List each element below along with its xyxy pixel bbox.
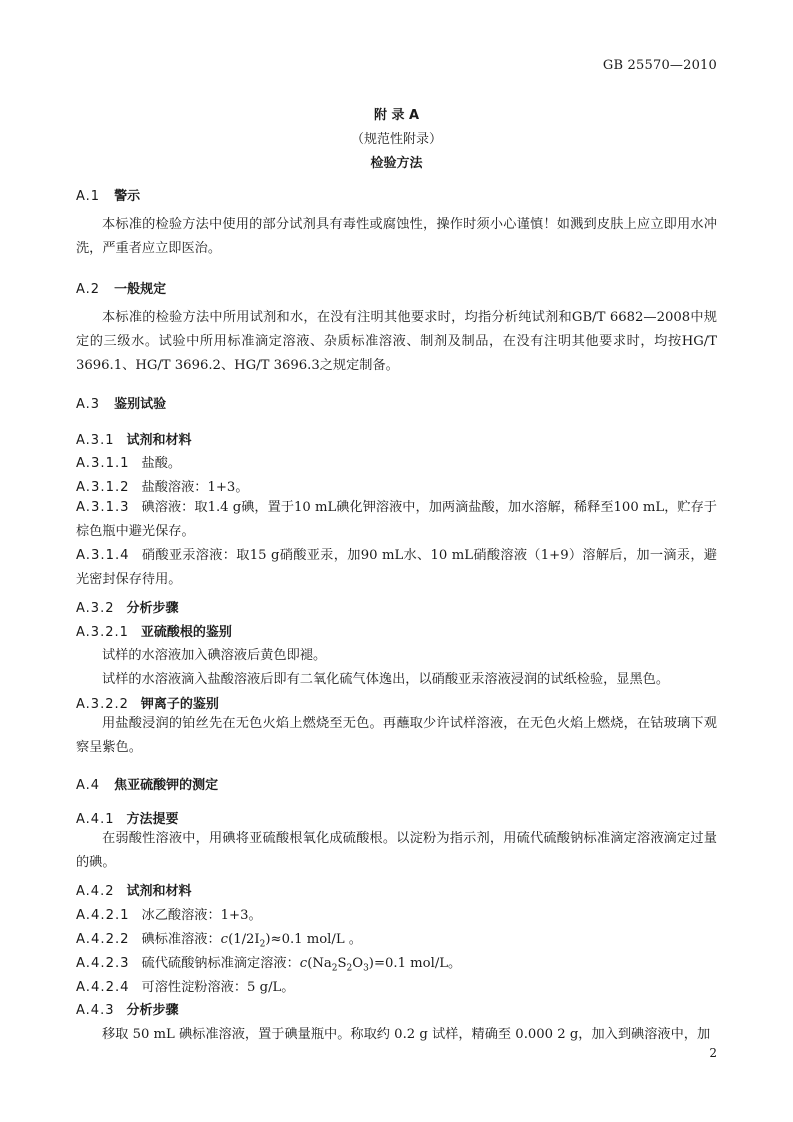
clause-text: 碘标准溶液： [141, 932, 221, 947]
clause-number: A.3.1.2 [76, 480, 130, 495]
clause-number: A.3.1.4 [76, 548, 130, 563]
section-heading-a3 [76, 393, 166, 412]
formula-part: )=0.1 mol/L。 [368, 956, 462, 971]
section-number: A.3.2 [76, 601, 115, 616]
clause-number: A.3.1.1 [76, 456, 130, 471]
clause-text: 可溶性淀粉溶液：5 g/L。 [141, 980, 295, 995]
section-number: A.4 [76, 778, 101, 793]
formula-part: )≈0.1 mol/L 。 [265, 932, 362, 947]
section-number: A.3 [76, 397, 101, 412]
clause-a4-2-2 [76, 928, 717, 950]
formula-subscript: 3 [363, 963, 369, 974]
formula-part: (Na [307, 956, 332, 971]
section-heading-a4-3 [76, 999, 179, 1018]
clause-number: A.4.2.1 [76, 908, 130, 923]
paragraph-a4-3: 移取 50 mL 碘标准溶液，置于碘量瓶中。称取约 0.2 g 试样，精确至 0.000 2 g，加入到碘溶液中，加 [102, 1027, 711, 1042]
section-number: A.4.3 [76, 1003, 115, 1018]
section-heading-a4-2 [76, 880, 192, 899]
clause-number: A.4.2.3 [76, 956, 130, 971]
section-number: A.3.2.1 [76, 625, 129, 640]
section-title: 试剂和材料 [126, 433, 192, 448]
paragraph-a2: 本标准的检验方法中所用试剂和水，在没有注明其他要求时，均指分析纯试剂和GB/T 6682—2008中规定的三级水。试验中所用标准滴定溶液、杂质标准溶液、制剂及制品，在没有注明其他要求时，均按HG/T 3696.1、HG/T 3696.2、HG/T 3696.3之规定制备。 [76, 310, 717, 373]
clause-number: A.4.2.4 [76, 980, 130, 995]
section-number: A.3.1 [76, 433, 115, 448]
clause-a4-2-3 [76, 952, 717, 974]
clause-a3-1-2 [76, 476, 717, 495]
annex-label: 附 录 A [373, 108, 420, 123]
clause-number: A.3.1.3 [76, 500, 130, 515]
section-heading-a4 [76, 774, 218, 793]
section-heading-a3-2-2 [76, 693, 219, 712]
formula-symbol: c [299, 956, 308, 971]
clause-text: 盐酸。 [141, 456, 182, 471]
clause-text: 碘溶液：取1.4 g碘，置于10 mL碘化钾溶液中，加两滴盐酸，加水溶解，稀释至100 mL，贮存于棕色瓶中避光保存。 [76, 500, 717, 539]
section-heading-a2 [76, 278, 166, 297]
paragraph-a1: 本标准的检验方法中使用的部分试剂具有毒性或腐蚀性，操作时须小心谨慎！如溅到皮肤上应立即用水冲洗，严重者应立即医治。 [76, 217, 717, 256]
section-number: A.1 [76, 189, 101, 204]
clause-a4-2-4 [76, 976, 717, 995]
clause-a3-1-3 [76, 496, 717, 544]
clause-text: 硫代硫酸钠标准滴定溶液： [141, 956, 300, 971]
clause-text: 盐酸溶液：1+3。 [141, 480, 249, 495]
page-number: 2 [709, 1046, 717, 1060]
section-number: A.3.2.2 [76, 697, 129, 712]
paragraph-a3-2-1-line1: 试样的水溶液加入碘溶液后黄色即褪。 [102, 648, 327, 663]
section-heading-a3-2-1 [76, 621, 232, 640]
formula-part: O [352, 956, 364, 971]
section-title: 焦亚硫酸钾的测定 [114, 778, 219, 793]
clause-a4-2-1 [76, 904, 717, 923]
formula-part: S [337, 956, 347, 971]
formula-subscript: 2 [259, 939, 266, 950]
formula-part: (1/2I [228, 932, 260, 947]
formula-subscript: 2 [331, 963, 338, 974]
annex-title: 检验方法 [370, 156, 423, 171]
section-title: 鉴别试验 [114, 397, 167, 412]
section-title: 分析步骤 [126, 601, 179, 616]
section-heading-a3-2 [76, 597, 179, 616]
section-title: 钾离子的鉴别 [140, 697, 219, 712]
paragraph-a4-1: 在弱酸性溶液中，用碘将亚硫酸根氧化成硫酸根。以淀粉为指示剂，用硫代硫酸钠标准滴定溶液滴定过量的碘。 [76, 831, 717, 870]
section-heading-a1 [76, 185, 140, 204]
standard-number: GB 25570—2010 [602, 58, 717, 73]
section-number: A.2 [76, 282, 101, 297]
section-heading-a3-1 [76, 429, 192, 448]
section-heading-a4-1 [76, 808, 179, 827]
section-number: A.4.2 [76, 884, 115, 899]
section-title: 警示 [114, 189, 141, 204]
clause-text: 硝酸亚汞溶液：取15 g硝酸亚汞，加90 mL水、10 mL硝酸溶液（1+9）溶解后，加一滴汞，避光密封保存待用。 [76, 548, 717, 587]
clause-a3-1-1 [76, 452, 717, 471]
section-title: 亚硫酸根的鉴别 [140, 625, 232, 640]
clause-number: A.4.2.2 [76, 932, 130, 947]
paragraph-a3-2-2: 用盐酸浸润的铂丝先在无色火焰上燃烧至无色。再蘸取少许试样溶液，在无色火焰上燃烧，在钴玻璃下观察呈紫色。 [76, 716, 717, 755]
formula-subscript: 2 [346, 963, 353, 974]
formula-symbol: c [220, 932, 229, 947]
section-title: 一般规定 [114, 282, 167, 297]
section-number: A.4.1 [76, 812, 115, 827]
section-title: 试剂和材料 [126, 884, 192, 899]
annex-type: （规范性附录） [350, 132, 442, 147]
paragraph-a3-2-1-line2: 试样的水溶液滴入盐酸溶液后即有二氧化硫气体逸出，以硝酸亚汞溶液浸润的试纸检验，显黑色。 [102, 672, 670, 687]
section-title: 分析步骤 [126, 1003, 179, 1018]
clause-a3-1-4 [76, 544, 717, 592]
section-title: 方法提要 [126, 812, 179, 827]
clause-text: 冰乙酸溶液：1+3。 [141, 908, 262, 923]
